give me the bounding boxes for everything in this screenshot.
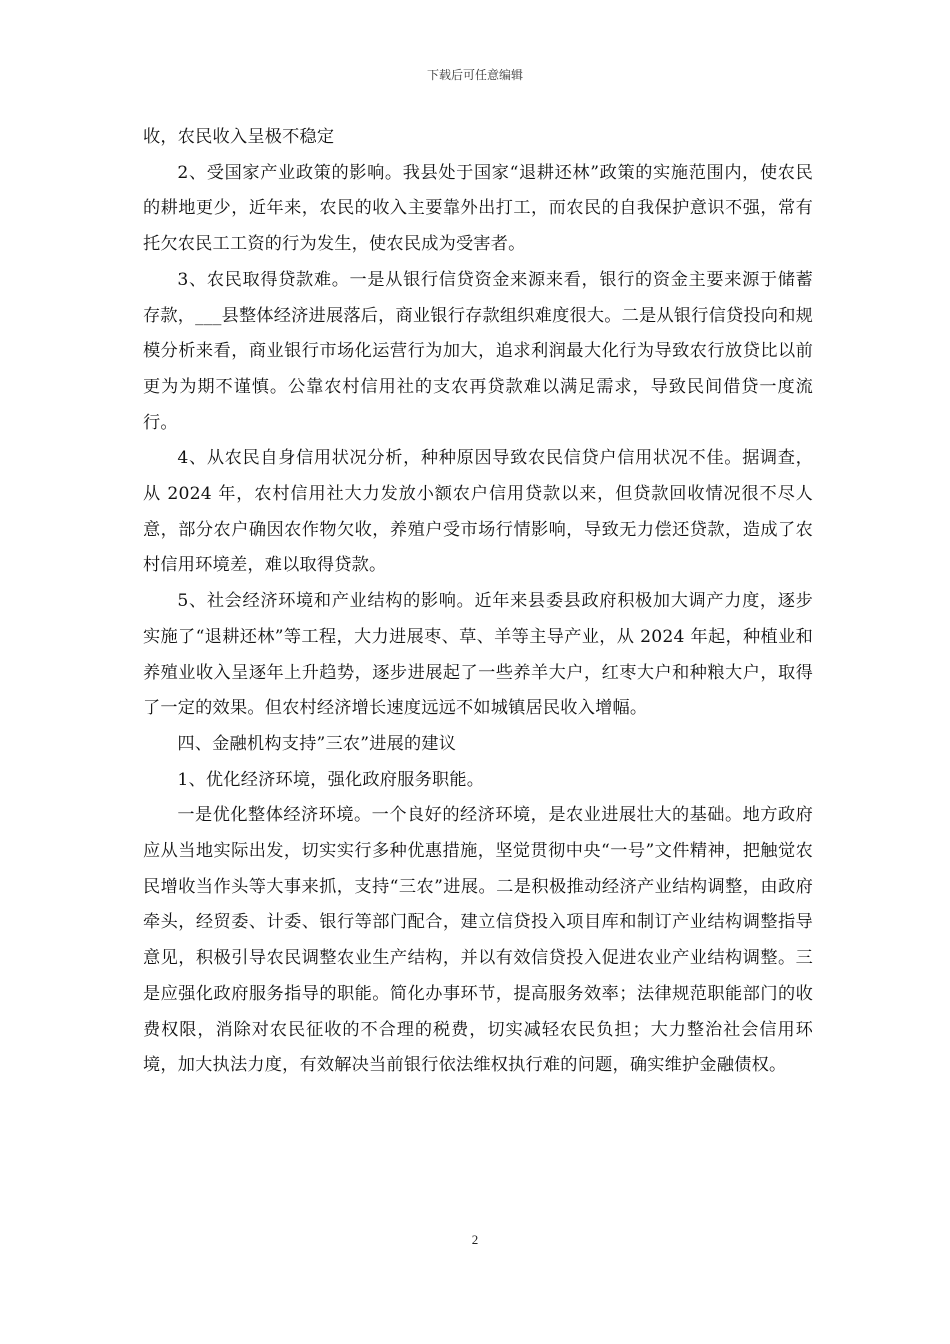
- subsection-heading: 1、优化经济环境，强化政府服务职能。: [177, 769, 485, 790]
- paragraph-loan-difficulty: 3、农民取得贷款难。一是从银行信贷资金来源来看，银行的资金主要来源于储蓄存款，___县整体经济进展落后，商业银行存款组织难度很大。二是从银行信贷投向和规模分析来看，商业银行市场化运营行为加大，追求利润最大化行为导致农行放贷比以前更为为期不谨慎。公靠农村信用社的支农再贷款难以满足需求，导致民间借贷一度流行。: [143, 269, 813, 433]
- page-header: 下载后可任意编辑: [426, 68, 523, 82]
- document-body: [143, 120, 813, 1084]
- section-heading: 四、金融机构支持”三农”进展的建议: [177, 733, 457, 754]
- paragraph-continuation: 收，农民收入呈极不稳定: [143, 127, 335, 147]
- paragraph-optimize-environment: 一是优化整体经济环境。一个良好的经济环境，是农业进展壮大的基础。地方政府应从当地实际出发，切实实行多种优惠措施，坚觉贯彻中央“一号”文件精神，把触觉农民增收当作头等大事来抓，支持“三农”进展。二是积极推动经济产业结构调整，由政府牵头，经贸委、计委、银行等部门配合，建立信贷投入项目库和制订产业结构调整指导意见，积极引导农民调整农业生产结构，并以有效信贷投入促进农业产业结构调整。三是应强化政府服务指导的职能。简化办事环节，提高服务效率；法律规范职能部门的收费权限，消除对农民征收的不合理的税费，切实减轻农民负担；大力整治社会信用环境，加大执法力度，有效解决当前银行依法维权执行难的问题，确实维护金融债权。: [143, 805, 813, 1076]
- paragraph-industry-policy: 2、受国家产业政策的影响。我县处于国家“退耕还林”政策的实施范围内，使农民的耕地更少，近年来，农民的收入主要靠外出打工，而农民的自我保护意识不强，常有托欠农民工工资的行为发生，使农民成为受害者。: [143, 162, 813, 255]
- paragraph-economic-environment: 5、社会经济环境和产业结构的影响。近年来县委县政府积极加大调产力度，逐步实施了“退耕还林”等工程，大力进展枣、草、羊等主导产业，从 2024 年起，种植业和养殖业收入呈逐年上升趋势，逐步进展起了一些养羊大户，红枣大户和种粮大户，取得了一定的效果。但农村经济增长速度远远不如城镇居民收入增幅。: [143, 591, 813, 719]
- page-number: 2: [471, 1232, 479, 1247]
- paragraph-farmer-credit: 4、从农民自身信用状况分析，种种原因导致农民信贷户信用状况不佳。据调查，从 2024 年，农村信用社大力发放小额农户信用贷款以来，但贷款回收情况很不尽人意，部分农户确因农作物欠收，养殖户受市场行情影响，导致无力偿还贷款，造成了农村信用环境差，难以取得贷款。: [143, 448, 813, 576]
